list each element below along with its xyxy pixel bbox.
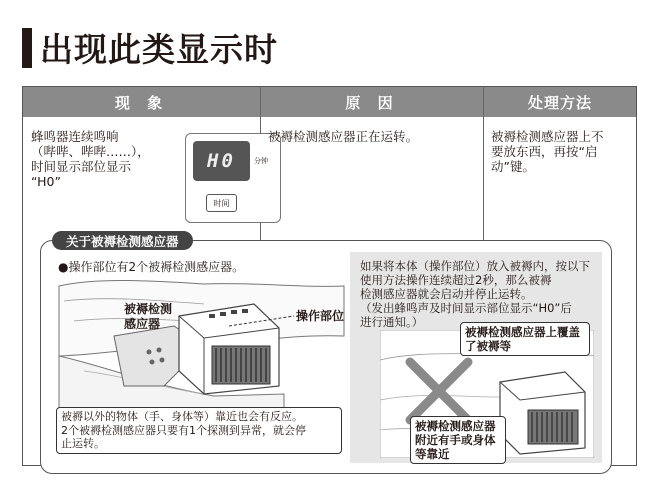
remedy-text: 被褥检测感应器上不 要放东西，再按“启 动”键。 — [491, 129, 604, 174]
callout-covered: 被褥检测感应器上覆盖 了被褥等 — [460, 322, 590, 356]
operation-part-label: 操作部位 — [296, 309, 345, 323]
header-cause: 原 因 — [261, 87, 483, 117]
symptom-text: 蜂鸣器连续鸣响 （哔哔、哔哔……）， 时间显示部位显示 “H0” — [31, 129, 150, 189]
futon-unit-illustration — [54, 276, 354, 426]
sensor-info-tab: 关于被褥检测感应器 — [52, 231, 193, 250]
callout-hand-nearby: 被褥检测感应器 附近有手或身体 等靠近 — [410, 416, 506, 464]
sensor-label: 被褥检测 感应器 — [124, 302, 173, 331]
time-display-screen: H0 — [193, 141, 250, 181]
time-button[interactable]: 时间 — [206, 194, 237, 212]
page-title: 出现此类显示时 — [40, 30, 278, 69]
header-symptom: 现 象 — [23, 87, 260, 117]
minute-unit-label: 分钟 — [254, 157, 268, 165]
sensor-note: 被褥以外的物体（手、身体等）靠近也会有反应。 2个被褥检测感应器只要有1个探测到异常，就会停 止运转。 — [56, 407, 342, 454]
sensor-count-text: ●操作部位有2个被褥检测感应器。 — [58, 260, 245, 274]
header-remedy: 处理方法 — [484, 87, 636, 117]
usage-warning-text: 如果将本体（操作部位）放入被褥内，按以下 使用方法操作连续超过2秒，那么被褥 检测感应器就会启动并停止运转。 （发出蜂鸣声及时间显示部位显示“H0”后 进行通知。） — [360, 259, 590, 329]
control-panel-display — [185, 133, 281, 223]
title-bar-accent — [22, 28, 32, 68]
cause-text: 被褥检测感应器正在运转。 — [268, 129, 419, 144]
